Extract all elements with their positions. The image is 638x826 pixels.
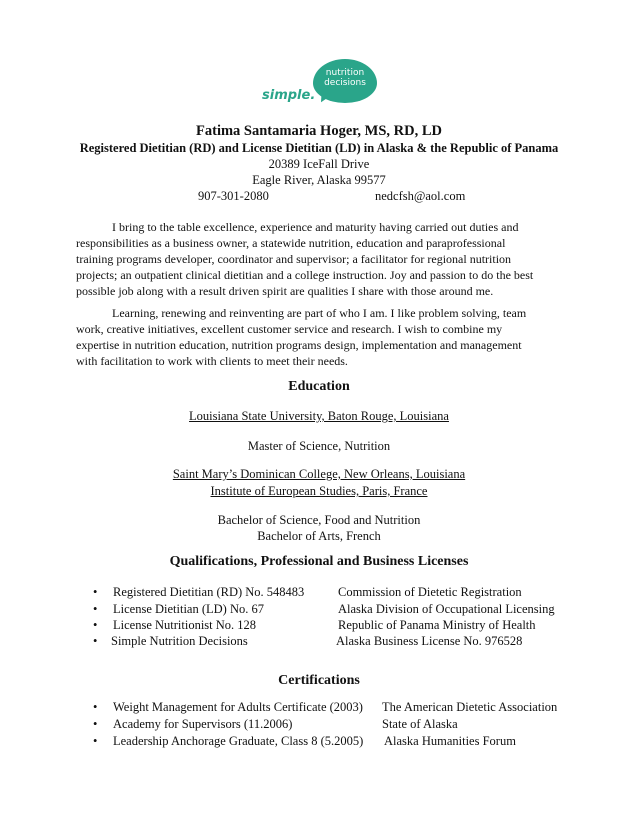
- education-degree-1: Master of Science, Nutrition: [247, 439, 391, 453]
- certifications-heading: Certifications: [278, 673, 360, 688]
- certification-name: Weight Management for Adults Certificate (2003): [113, 700, 363, 714]
- qualification-issuer: Alaska Division of Occupational Licensing: [338, 602, 555, 616]
- logo-bubble-text: [313, 68, 377, 88]
- bullet-icon: •: [93, 602, 98, 616]
- logo-bubble-line1: nutrition: [325, 68, 365, 78]
- summary-paragraph-1: [76, 219, 560, 299]
- logo-wordmark: simple.: [262, 88, 316, 103]
- email-address: nedcfsh@aol.com: [375, 189, 466, 203]
- qualification-name: License Nutritionist No. 128: [113, 618, 257, 632]
- qualification-name: Registered Dietitian (RD) No. 548483: [113, 585, 305, 599]
- certification-issuer: The American Dietetic Association: [382, 700, 558, 714]
- summary-line: with facilitation to work with clients to meet their needs.: [76, 354, 348, 368]
- qualification-issuer: Republic of Panama Ministry of Health: [338, 618, 536, 632]
- logo-bubble-line2: decisions: [324, 78, 366, 88]
- qualifications-heading: Qualifications, Professional and Business Licenses: [169, 554, 469, 569]
- education-degree-2: Bachelor of Science, Food and Nutrition: [217, 513, 421, 527]
- certification-issuer: State of Alaska: [382, 717, 458, 731]
- qualification-name: License Dietitian (LD) No. 67: [113, 602, 264, 616]
- summary-paragraph-2: [76, 305, 560, 369]
- summary-line: I bring to the table excellence, experience and maturity having carried out duties and: [112, 220, 519, 234]
- summary-line: possible job along with a result driven spirit are qualities I share with those around me.: [76, 284, 494, 298]
- qualification-name: Simple Nutrition Decisions: [111, 634, 248, 648]
- bullet-icon: •: [93, 717, 98, 731]
- summary-line: training programs developer, coordinator and supervisor; a facilitator for regional nutrition: [76, 252, 512, 266]
- credentials-line: Registered Dietitian (RD) and License Dietitian (LD) in Alaska & the Republic of Panama: [79, 141, 559, 155]
- education-school-2: Saint Mary’s Dominican College, New Orleans, Louisiana: [172, 467, 466, 481]
- logo-speech-bubble: [313, 59, 377, 103]
- applicant-name: Fatima Santamaria Hoger, MS, RD, LD: [196, 123, 442, 139]
- summary-line: work, creative initiatives, excellent customer service and research. I wish to combine my: [76, 322, 503, 336]
- bullet-icon: •: [93, 734, 98, 748]
- address-street: 20389 IceFall Drive: [268, 157, 370, 171]
- education-school-1: Louisiana State University, Baton Rouge, Louisiana: [189, 409, 449, 423]
- summary-line: Learning, renewing and reinventing are part of who I am. I like problem solving, team: [112, 306, 527, 320]
- certification-issuer: Alaska Humanities Forum: [384, 734, 516, 748]
- qualification-issuer: Alaska Business License No. 976528: [336, 634, 523, 648]
- education-school-3: Institute of European Studies, Paris, France: [210, 484, 428, 498]
- bullet-icon: •: [93, 634, 98, 648]
- education-heading: Education: [288, 379, 350, 394]
- bullet-icon: •: [93, 700, 98, 714]
- company-logo: [258, 55, 383, 110]
- bullet-icon: •: [93, 585, 98, 599]
- certification-name: Academy for Supervisors (11.2006): [113, 717, 293, 731]
- certification-name: Leadership Anchorage Graduate, Class 8 (5.2005): [113, 734, 364, 748]
- qualification-issuer: Commission of Dietetic Registration: [338, 585, 522, 599]
- summary-line: expertise in nutrition education, nutrition programs design, implementation and management: [76, 338, 522, 352]
- summary-line: projects; an outpatient clinical dietitian and a college instruction. Joy and passion to do the best: [76, 268, 534, 282]
- bullet-icon: •: [93, 618, 98, 632]
- summary-line: responsibilities as a business owner, a statewide nutrition, education and paraprofessional: [76, 236, 506, 250]
- education-degree-3: Bachelor of Arts, French: [257, 529, 381, 543]
- address-city: Eagle River, Alaska 99577: [252, 173, 386, 187]
- phone-number: 907-301-2080: [198, 189, 269, 203]
